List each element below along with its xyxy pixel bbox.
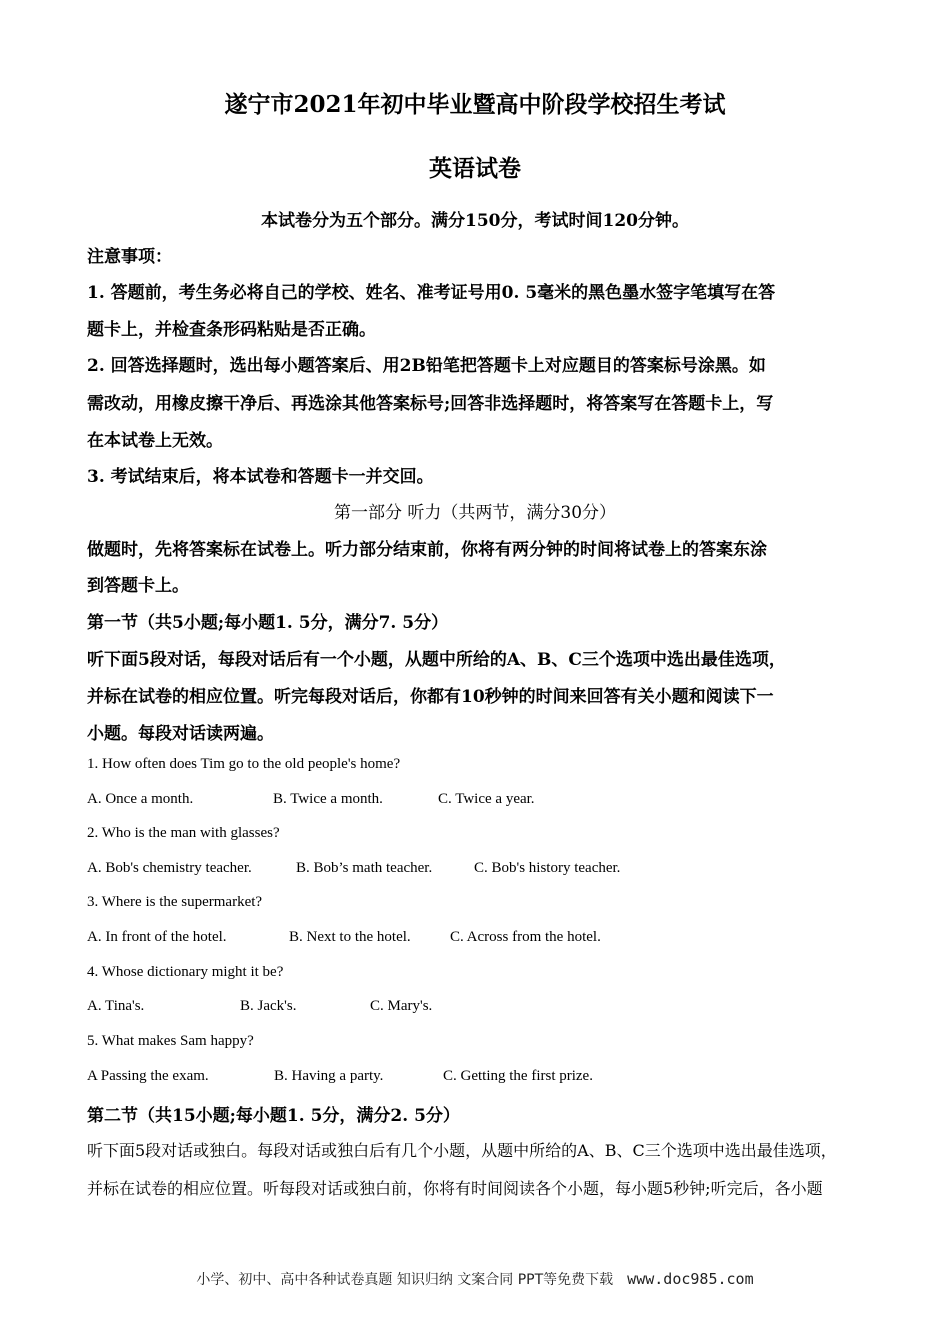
option-a: A. In front of the hotel. xyxy=(87,929,227,945)
notice-item-3: 3. 考试结束后，将本试卷和答题卡一并交回。 xyxy=(87,467,434,487)
option-b: B. Next to the hotel. xyxy=(289,929,411,945)
option-c: C. Across from the hotel. xyxy=(450,929,601,945)
option-a: A. Once a month. xyxy=(87,791,194,807)
exam-title: 遂宁市2021年初中毕业暨高中阶段学校招生考试 xyxy=(224,91,726,118)
option-b: B. Having a party. xyxy=(274,1068,384,1084)
option-a: A. Bob's chemistry teacher. xyxy=(87,860,252,876)
footer-site-link[interactable]: www.doc985.com xyxy=(627,1270,754,1288)
option-b: B. Jack's. xyxy=(240,998,297,1014)
page-footer xyxy=(0,1269,950,1289)
question-2: 2. Who is the man with glasses? xyxy=(87,825,280,841)
exam-intro: 本试卷分为五个部分。满分150分，考试时间120分钟。 xyxy=(261,211,689,231)
notice-item-1-line-1: 1. 答题前，考生务必将自己的学校、姓名、准考证号用0. 5毫米的黑色墨水签字笔填写在答 xyxy=(87,283,776,303)
question-1: 1. How often does Tim go to the old people's home? xyxy=(87,756,401,772)
question-4: 4. Whose dictionary might it be? xyxy=(87,964,284,980)
section2-title: 第二节（共15小题;每小题1. 5分，满分2. 5分） xyxy=(87,1106,460,1126)
section2-instruction-line-2: 并标在试卷的相应位置。听每段对话或独白前，你将有时间阅读各个小题，每小题5秒钟;听完后，各小题 xyxy=(87,1179,823,1198)
option-c: C. Getting the first prize. xyxy=(443,1068,593,1084)
part1-title: 第一部分 听力（共两节，满分30分） xyxy=(333,503,617,523)
option-c: C. Bob's history teacher. xyxy=(474,860,621,876)
part1-instruction-line-1: 做题时，先将答案标在试卷上。听力部分结束前，你将有两分钟的时间将试卷上的答案东涂 xyxy=(87,540,767,560)
notice-item-1-line-2: 题卡上，并检查条形码粘贴是否正确。 xyxy=(87,320,376,340)
footer-text: 小学、初中、高中各种试卷真题 知识归纳 文案合同 PPT等免费下载 xyxy=(196,1272,614,1288)
section1-title: 第一节（共5小题;每小题1. 5分，满分7. 5分） xyxy=(87,613,449,633)
section2-instruction-line-1: 听下面5段对话或独白。每段对话或独白后有几个小题，从题中所给的A、B、C三个选项中选出最佳选项， xyxy=(87,1141,837,1160)
section1-instruction-line-2: 并标在试卷的相应位置。听完每段对话后，你都有10秒钟的时间来回答有关小题和阅读下一 xyxy=(87,687,774,707)
notice-item-2-line-1: 2. 回答选择题时，选出每小题答案后、用2B铅笔把答题卡上对应题目的答案标号涂黑。如 xyxy=(87,356,766,376)
notice-item-2-line-3: 在本试卷上无效。 xyxy=(87,431,223,451)
section1-instruction-line-3: 小题。每段对话读两遍。 xyxy=(87,724,274,744)
option-b: B. Bob’s math teacher. xyxy=(296,860,433,876)
exam-subtitle: 英语试卷 xyxy=(429,155,521,182)
option-a: A. Tina's. xyxy=(87,998,145,1014)
notice-item-2-line-2: 需改动，用橡皮擦干净后、再选涂其他答案标号;回答非选择题时，将答案写在答题卡上，写 xyxy=(87,394,774,414)
section1-instruction-line-1: 听下面5段对话，每段对话后有一个小题，从题中所给的A、B、C三个选项中选出最佳选项， xyxy=(87,650,786,670)
question-5: 5. What makes Sam happy? xyxy=(87,1033,254,1049)
option-a: A Passing the exam. xyxy=(87,1068,209,1084)
option-b: B. Twice a month. xyxy=(273,791,383,807)
option-c: C. Mary's. xyxy=(370,998,433,1014)
option-c: C. Twice a year. xyxy=(438,791,535,807)
notice-heading: 注意事项： xyxy=(87,247,172,267)
part1-instruction-line-2: 到答题卡上。 xyxy=(87,576,189,596)
question-3: 3. Where is the supermarket? xyxy=(87,894,263,910)
